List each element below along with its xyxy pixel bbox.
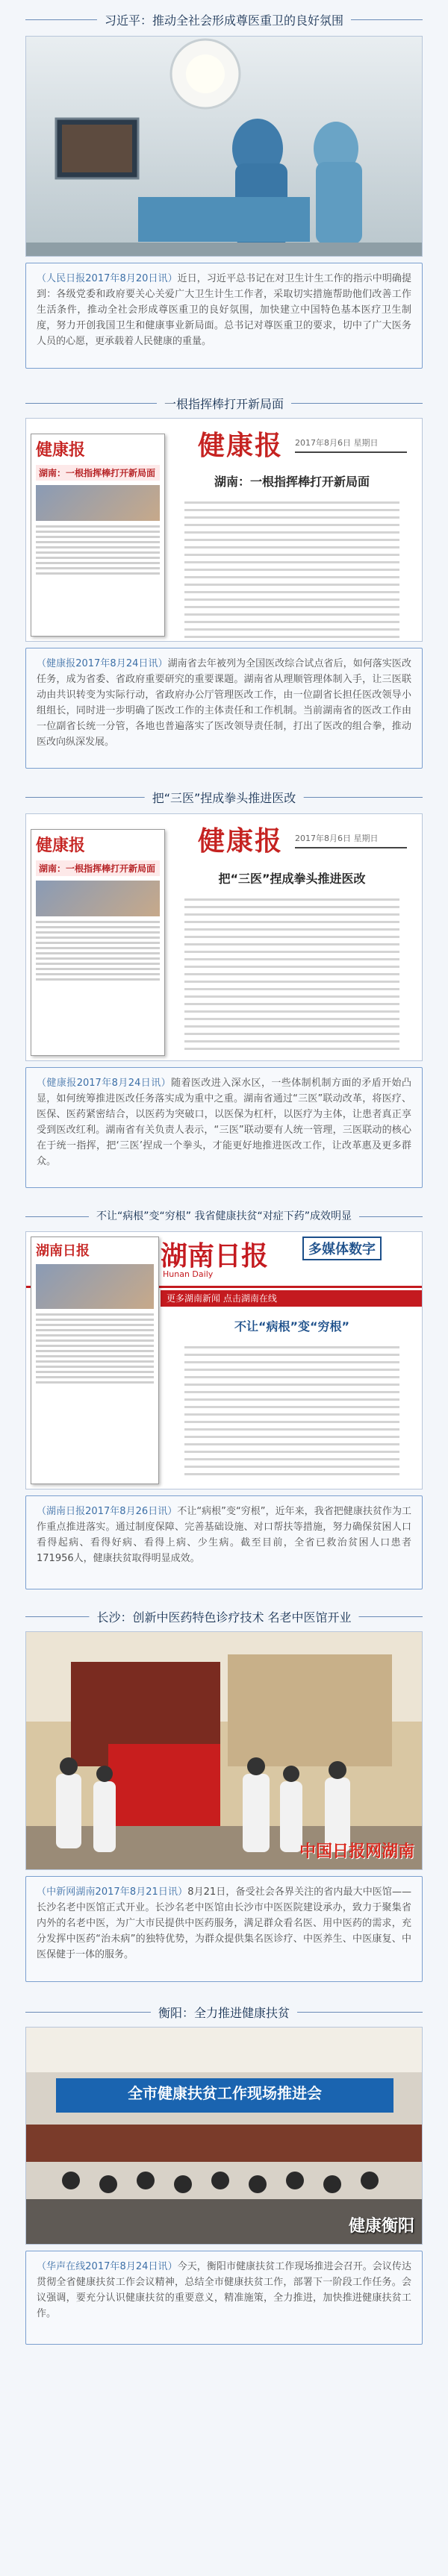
photo-watermark: 中国日报网湖南 — [299, 1842, 414, 1861]
thumb-headline: 湖南：一根指挥棒打开新局面 — [36, 860, 160, 876]
paper-logo-en: Hunan Daily — [163, 1269, 214, 1279]
quote-source: （湖南日报2017年8月26日讯） — [37, 1506, 178, 1517]
quote-source: （华声在线2017年8月24日讯） — [37, 2261, 178, 2272]
paper-date: 2017年8月6日 星期日 — [295, 437, 407, 453]
article-body — [184, 496, 399, 642]
quote-body: 近日，习近平总书记在对卫生计生工作的指示中明确提到：各级党委和政府要关心关爱广大卫生计生工作者，采取切实措施帮助他们改善工作生活条件，推动全社会形成尊医重卫的良好氛围，加快建立中国特色基本医疗卫生制度，努力开创我国卫生和健康事业新局面。总书记对尊医重卫的要求，切中了广大医务人员的心愿，更承载着人民健康的重量。 — [37, 273, 411, 347]
paper-logo: 湖南日报 — [161, 1240, 269, 1272]
quote-body: 湖南省去年被列为全国医改综合试点省后，如何落实医改任务，成为省委、省政府重要研究的重要课题。湖南省从理顺管理体制入手，让三医联动由共识转变为实际行动，省政府办公厅管理医改工作，由一位副省长担任医改领导小组组长，同时进一步明确了医改工作的主体责任和工作机制。当前湖南省的医改工作由一位副省长统一分管，各地也普遍落实了医改领导责任制，打出了医改的组合拳，推动医改向纵深发展。 — [37, 658, 411, 748]
section-title: 长沙：创新中医药特色诊疗技术 名老中医馆开业 — [89, 1608, 358, 1625]
article-headline: 把“三医”捏成拳头推进医改 — [218, 872, 366, 886]
section-title-bar — [0, 391, 448, 415]
paper-thumbnail — [31, 829, 165, 1056]
quote-source: （健康报2017年8月24日讯） — [37, 658, 168, 669]
thumb-masthead: 健康报 — [36, 836, 86, 855]
news-quote — [25, 1876, 423, 1982]
newspaper-clipping — [25, 418, 423, 642]
article-body — [184, 1341, 399, 1481]
section-title: 衡阳：全力推进健康扶贫 — [151, 2004, 297, 2021]
photo-meeting — [25, 2027, 423, 2245]
quote-source: （中新网湖南2017年8月21日讯） — [37, 1886, 188, 1898]
thumb-photo — [36, 881, 160, 916]
quote-body: 随着医改进入深水区，一些体制机制方面的矛盾开始凸显，如何统筹推进医改任务落实成为重中之重。湖南省通过“三医”联动改革，将医疗、医保、医药紧密结合，以医药为突破口，以医保为杠杆，以医疗为主体，让患者真正享受到医改红利。湖南省有关负责人表示，“三医”联动要有人统一管理，三医联动的核心在于统一指挥，把‘三医’捏成一个拳头，才能更好地推进医改工作，让改革惠及更多群众。 — [37, 1078, 411, 1167]
news-quote — [25, 2251, 423, 2345]
meeting-banner: 全市健康扶贫工作现场推进会 — [128, 2084, 322, 2102]
news-quote — [25, 1495, 423, 1589]
section-title-bar — [0, 1604, 448, 1628]
news-quote — [25, 263, 423, 369]
newspaper-clipping — [25, 1231, 423, 1489]
paper-date: 2017年8月6日 星期日 — [295, 832, 407, 848]
article-headline: 湖南：一根指挥棒打开新局面 — [214, 475, 370, 489]
quote-body: 8月21日，备受社会各界关注的省内最大中医馆——长沙名老中医馆正式开业。长沙名老中医馆由长沙市中医医院建设承办，致力于聚集省内外的名老中医，为广大市民提供中医药服务，满足群众看名医、用中医药的需求，充分发挥中医药“治未病”的独特优势，为群众提供集名医诊疗、中医养生、中医康复、中医保健于一体的服务。 — [37, 1886, 411, 1960]
quote-source: （健康报2017年8月24日讯） — [37, 1078, 172, 1089]
section-title-bar — [0, 785, 448, 809]
photo-watermark: 健康衡阳 — [348, 2216, 414, 2236]
quote-source: （人民日报2017年8月20日讯） — [37, 273, 178, 284]
section-title-bar — [0, 2000, 448, 2024]
paper-nav-bar: 更多湖南新闻 点击湖南在线 — [161, 1290, 422, 1307]
section-title-bar — [0, 1204, 448, 1228]
article-headline: 不让“病根”变“穷根” — [234, 1319, 350, 1334]
section-title: 把“三医”捏成拳头推进医改 — [145, 789, 304, 806]
section-title: 习近平：推动全社会形成尊医重卫的良好氛围 — [97, 11, 351, 28]
paper-badge: 多媒体数字 — [302, 1237, 382, 1260]
quote-body: 不让“病根”变“穷根”，近年来，我省把健康扶贫作为工作重点推进落实。通过制度保障、完善基础设施、对口帮扶等措施，努力确保贫困人口看得起病、看得好病、看得上病、少生病。截至目前，全省已救治贫困人口患者171956人，健康扶贫取得明显成效。 — [37, 1506, 411, 1564]
paper-thumbnail — [31, 434, 165, 637]
newspaper-clipping — [25, 813, 423, 1061]
quote-body: 今天，衡阳市健康扶贫工作现场推进会召开。会议传达贯彻全省健康扶贫工作会议精神，总结全市健康扶贫工作，部署下一阶段工作任务。会议强调，要充分认识健康扶贫的重要意义，精准施策，全力推进，加快推进健康扶贫工作。 — [37, 2261, 411, 2319]
thumb-photo — [36, 1264, 154, 1309]
section-title: 一根指挥棒打开新局面 — [157, 395, 291, 412]
article-body — [184, 893, 399, 1055]
section-title: 不让“病根”变“穷根” 我省健康扶贫“对症下药”成效明显 — [89, 1208, 359, 1223]
paper-thumbnail — [31, 1237, 159, 1484]
photo-opening-ceremony — [25, 1631, 423, 1870]
news-quote — [25, 1067, 423, 1188]
thumb-masthead: 湖南日报 — [36, 1243, 90, 1259]
thumb-headline: 湖南：一根指挥棒打开新局面 — [36, 465, 160, 481]
news-quote — [25, 648, 423, 769]
paper-masthead: 健康报 — [198, 430, 284, 461]
photo-surgery — [25, 36, 423, 257]
thumb-masthead: 健康报 — [36, 440, 86, 460]
thumb-photo — [36, 485, 160, 521]
paper-masthead: 健康报 — [198, 825, 284, 857]
section-title-bar — [0, 7, 448, 31]
